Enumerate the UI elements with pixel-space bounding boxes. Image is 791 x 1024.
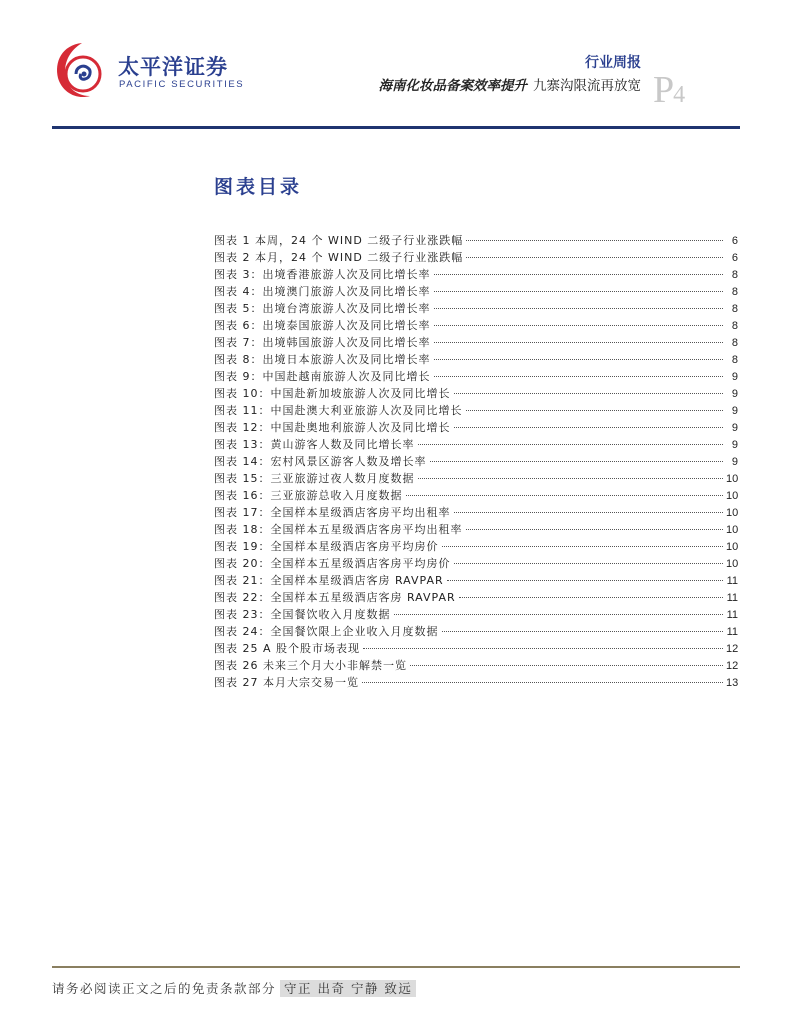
toc-entry[interactable] (214, 521, 738, 538)
toc-entry[interactable] (214, 232, 738, 249)
toc-entry-label: 图表 24：全国餐饮限上企业收入月度数据 (214, 625, 439, 638)
toc-entry-label: 图表 7：出境韩国旅游人次及同比增长率 (214, 336, 431, 349)
toc-entry[interactable] (214, 249, 738, 266)
toc-entry-label: 图表 17：全国样本星级酒店客房平均出租率 (214, 506, 451, 519)
toc-list (214, 232, 738, 691)
toc-entry-page: 9 (731, 388, 738, 400)
toc-entry-label: 图表 27 本月大宗交易一览 (214, 676, 359, 689)
toc-leader-dots (418, 478, 724, 479)
toc-entry-page: 9 (731, 405, 738, 417)
toc-entry-label: 图表 4：出境澳门旅游人次及同比增长率 (214, 285, 431, 298)
toc-leader-dots (442, 546, 724, 547)
toc-entry-page: 9 (731, 422, 738, 434)
toc-entry[interactable] (214, 623, 738, 640)
toc-entry[interactable] (214, 555, 738, 572)
toc-leader-dots (394, 614, 724, 615)
toc-entry-page: 9 (731, 371, 738, 383)
toc-entry-page: 10 (726, 507, 739, 519)
pacific-securities-logo-icon (52, 40, 108, 102)
toc-entry-label: 图表 1 本周，24 个 WIND 二级子行业涨跌幅 (214, 234, 464, 247)
toc-entry-page: 12 (726, 660, 739, 672)
brand-name-cn: 太平洋证券 (118, 55, 228, 79)
toc-leader-dots (466, 240, 723, 241)
toc-entry-label: 图表 11：中国赴澳大利亚旅游人次及同比增长 (214, 404, 463, 417)
toc-entry[interactable] (214, 351, 738, 368)
toc-entry-label: 图表 6：出境泰国旅游人次及同比增长率 (214, 319, 431, 332)
toc-entry[interactable] (214, 283, 738, 300)
toc-entry[interactable] (214, 317, 738, 334)
footer (52, 979, 416, 997)
headline-main: 海南化妆品备案效率提升 (378, 78, 527, 94)
toc-entry[interactable] (214, 368, 738, 385)
toc-leader-dots (418, 444, 724, 445)
header-divider (52, 126, 740, 129)
toc-leader-dots (454, 427, 724, 428)
toc-leader-dots (410, 665, 723, 666)
toc-entry[interactable] (214, 334, 738, 351)
toc-entry-page: 10 (726, 473, 739, 485)
toc-entry-label: 图表 9：中国赴越南旅游人次及同比增长 (214, 370, 431, 383)
toc-leader-dots (434, 325, 724, 326)
toc-entry-page: 8 (731, 303, 738, 315)
toc-entry[interactable] (214, 470, 738, 487)
toc-entry-page: 10 (726, 490, 739, 502)
toc-leader-dots (459, 597, 723, 598)
page-number-value: 4 (673, 82, 685, 108)
toc-entry-page: 11 (726, 592, 738, 604)
toc-entry-label: 图表 15：三亚旅游过夜人数月度数据 (214, 472, 415, 485)
toc-entry-label: 图表 16：三亚旅游总收入月度数据 (214, 489, 403, 502)
toc-entry[interactable] (214, 640, 738, 657)
toc-entry-page: 10 (726, 541, 739, 553)
toc-leader-dots (466, 257, 723, 258)
toc-entry-label: 图表 21：全国样本星级酒店客房 RAVPAR (214, 574, 444, 587)
toc-entry-page: 6 (731, 235, 738, 247)
toc-entry[interactable] (214, 487, 738, 504)
toc-entry-label: 图表 18：全国样本五星级酒店客房平均出租率 (214, 523, 463, 536)
toc-entry-page: 11 (726, 626, 738, 638)
toc-leader-dots (434, 359, 724, 360)
toc-entry-label: 图表 19：全国样本星级酒店客房平均房价 (214, 540, 439, 553)
toc-leader-dots (442, 631, 724, 632)
toc-entry-page: 10 (726, 524, 739, 536)
toc-entry-page: 9 (731, 439, 738, 451)
toc-entry[interactable] (214, 402, 738, 419)
toc-entry-page: 8 (731, 320, 738, 332)
toc-entry-label: 图表 5：出境台湾旅游人次及同比增长率 (214, 302, 431, 315)
toc-entry-page: 8 (731, 337, 738, 349)
toc-entry-label: 图表 10：中国赴新加坡旅游人次及同比增长 (214, 387, 451, 400)
toc-entry-page: 6 (731, 252, 738, 264)
toc-entry[interactable] (214, 385, 738, 402)
toc-leader-dots (406, 495, 724, 496)
toc-entry-page: 13 (726, 677, 739, 689)
toc-entry[interactable] (214, 419, 738, 436)
toc-entry-page: 8 (731, 269, 738, 281)
toc-entry[interactable] (214, 657, 738, 674)
toc-entry[interactable] (214, 606, 738, 623)
toc-leader-dots (466, 410, 724, 411)
toc-leader-dots (434, 274, 724, 275)
toc-leader-dots (466, 529, 724, 530)
toc-leader-dots (434, 342, 724, 343)
toc-entry[interactable] (214, 453, 738, 470)
footer-disclaimer: 请务必阅读正文之后的免责条款部分 (52, 981, 277, 996)
toc-entry-label: 图表 22：全国样本五星级酒店客房 RAVPAR (214, 591, 456, 604)
toc-entry-page: 8 (731, 286, 738, 298)
toc-leader-dots (434, 291, 724, 292)
brand-name-en: PACIFIC SECURITIES (119, 79, 245, 90)
toc-entry[interactable] (214, 300, 738, 317)
toc-entry-label: 图表 3：出境香港旅游人次及同比增长率 (214, 268, 431, 281)
toc-entry[interactable] (214, 572, 738, 589)
toc-leader-dots (434, 308, 724, 309)
headline-sub: 九寨沟限流再放宽 (533, 78, 641, 94)
toc-entry-label: 图表 25 A 股个股市场表现 (214, 642, 361, 655)
toc-entry-page: 9 (731, 456, 738, 468)
toc-entry[interactable] (214, 538, 738, 555)
footer-motto: 守正 出奇 宁静 致远 (280, 980, 416, 997)
toc-leader-dots (362, 682, 723, 683)
report-headline (379, 74, 642, 94)
toc-entry-label: 图表 2 本月，24 个 WIND 二级子行业涨跌幅 (214, 251, 464, 264)
toc-leader-dots (454, 563, 724, 564)
toc-leader-dots (363, 648, 723, 649)
toc-title: 图表目录 (214, 176, 303, 198)
toc-leader-dots (447, 580, 723, 581)
toc-entry[interactable] (214, 504, 738, 521)
toc-entry[interactable] (214, 674, 738, 691)
toc-entry-label: 图表 26 未来三个月大小非解禁一览 (214, 659, 407, 672)
footer-divider (52, 966, 740, 968)
toc-entry-label: 图表 20：全国样本五星级酒店客房平均房价 (214, 557, 451, 570)
toc-entry-label: 图表 13：黄山游客人数及同比增长率 (214, 438, 415, 451)
toc-entry-label: 图表 12：中国赴奥地利旅游人次及同比增长 (214, 421, 451, 434)
toc-entry-page: 8 (731, 354, 738, 366)
toc-entry[interactable] (214, 266, 738, 283)
toc-entry-label: 图表 23：全国餐饮收入月度数据 (214, 608, 391, 621)
toc-leader-dots (434, 376, 724, 377)
toc-entry[interactable] (214, 589, 738, 606)
page-number (653, 68, 684, 112)
toc-entry-label: 图表 8：出境日本旅游人次及同比增长率 (214, 353, 431, 366)
page-letter: P (653, 69, 674, 111)
toc-entry-page: 11 (726, 609, 738, 621)
toc-leader-dots (430, 461, 724, 462)
report-type: 行业周报 (585, 55, 641, 71)
toc-leader-dots (454, 393, 724, 394)
toc-entry-label: 图表 14：宏村风景区游客人数及增长率 (214, 455, 427, 468)
toc-entry-page: 12 (726, 643, 739, 655)
company-logo (52, 40, 272, 104)
toc-entry-page: 10 (726, 558, 739, 570)
toc-leader-dots (454, 512, 724, 513)
toc-entry[interactable] (214, 436, 738, 453)
toc-entry-page: 11 (726, 575, 738, 587)
